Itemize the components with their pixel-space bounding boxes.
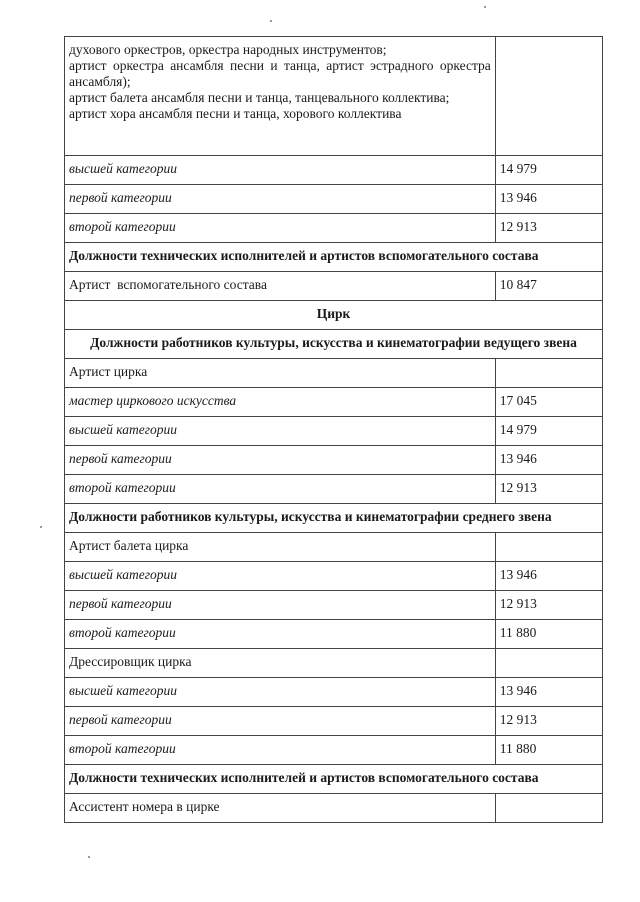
table-row bbox=[65, 214, 603, 243]
table-row bbox=[65, 446, 603, 475]
position-name: Артист вспомогательного состава bbox=[65, 272, 496, 301]
section-title: Цирк bbox=[65, 301, 603, 330]
salary-value: 14 979 bbox=[495, 156, 602, 185]
table-row bbox=[65, 156, 603, 185]
salary-value: 12 913 bbox=[495, 475, 602, 504]
position-name: второй категории bbox=[65, 214, 496, 243]
table-row bbox=[65, 533, 603, 562]
salary-value: 10 847 bbox=[495, 272, 602, 301]
intro-line: духового оркестров, оркестра народных инструментов; bbox=[69, 42, 387, 57]
table-row bbox=[65, 678, 603, 707]
salary-value: 13 946 bbox=[495, 446, 602, 475]
salary-value: 11 880 bbox=[495, 620, 602, 649]
salary-table bbox=[64, 36, 603, 823]
salary-value: 13 946 bbox=[495, 185, 602, 214]
position-name: высшей категории bbox=[65, 417, 496, 446]
position-name: высшей категории bbox=[65, 678, 496, 707]
salary-value: 12 913 bbox=[495, 707, 602, 736]
intro-line: артист оркестра ансамбля песни и танца, артист эстрадного оркестра ансамбля); bbox=[69, 58, 491, 89]
position-name: второй категории bbox=[65, 620, 496, 649]
position-name: высшей категории bbox=[65, 562, 496, 591]
intro-cell bbox=[65, 37, 496, 156]
table-row bbox=[65, 185, 603, 214]
position-name: высшей категории bbox=[65, 156, 496, 185]
position-name: мастер циркового искусства bbox=[65, 388, 496, 417]
salary-value bbox=[495, 649, 602, 678]
table-row bbox=[65, 388, 603, 417]
position-name: первой категории bbox=[65, 591, 496, 620]
position-name: первой категории bbox=[65, 185, 496, 214]
position-name: Артист балета цирка bbox=[65, 533, 496, 562]
position-name: второй категории bbox=[65, 475, 496, 504]
salary-value: 11 880 bbox=[495, 736, 602, 765]
salary-value bbox=[495, 794, 602, 823]
section-header-row bbox=[65, 301, 603, 330]
section-title: Должности работников культуры, искусства и кинематографии среднего звена bbox=[65, 504, 603, 533]
salary-value: 17 045 bbox=[495, 388, 602, 417]
table-row bbox=[65, 707, 603, 736]
salary-value: 13 946 bbox=[495, 678, 602, 707]
table-row bbox=[65, 417, 603, 446]
table-row bbox=[65, 591, 603, 620]
intro-line: артист балета ансамбля песни и танца, танцевального коллектива; bbox=[69, 90, 450, 105]
table-row bbox=[65, 475, 603, 504]
salary-value: 12 913 bbox=[495, 214, 602, 243]
position-name: Дрессировщик цирка bbox=[65, 649, 496, 678]
section-header-row bbox=[65, 243, 603, 272]
position-name: второй категории bbox=[65, 736, 496, 765]
position-name: Ассистент номера в цирке bbox=[65, 794, 496, 823]
salary-value: 12 913 bbox=[495, 591, 602, 620]
intro-line: артист хора ансамбля песни и танца, хорового коллектива bbox=[69, 106, 402, 121]
scan-speck bbox=[484, 6, 486, 8]
section-header-row bbox=[65, 330, 603, 359]
table-row bbox=[65, 272, 603, 301]
scan-speck bbox=[88, 856, 90, 858]
section-title: Должности работников культуры, искусства и кинематографии ведущего звена bbox=[65, 330, 603, 359]
scan-speck bbox=[40, 526, 42, 528]
salary-value bbox=[495, 533, 602, 562]
table-row bbox=[65, 620, 603, 649]
table-row bbox=[65, 794, 603, 823]
salary-value: 14 979 bbox=[495, 417, 602, 446]
salary-value bbox=[495, 359, 602, 388]
position-name: первой категории bbox=[65, 707, 496, 736]
table-row-intro bbox=[65, 37, 603, 156]
section-title: Должности технических исполнителей и артистов вспомогательного состава bbox=[65, 765, 603, 794]
table-row bbox=[65, 736, 603, 765]
section-header-row bbox=[65, 765, 603, 794]
salary-value: 13 946 bbox=[495, 562, 602, 591]
section-header-row bbox=[65, 504, 603, 533]
table-row bbox=[65, 649, 603, 678]
table-row bbox=[65, 562, 603, 591]
section-title: Должности технических исполнителей и артистов вспомогательного состава bbox=[65, 243, 603, 272]
scan-speck bbox=[270, 20, 272, 22]
position-name: Артист цирка bbox=[65, 359, 496, 388]
intro-value-cell bbox=[495, 37, 602, 156]
table-row bbox=[65, 359, 603, 388]
position-name: первой категории bbox=[65, 446, 496, 475]
